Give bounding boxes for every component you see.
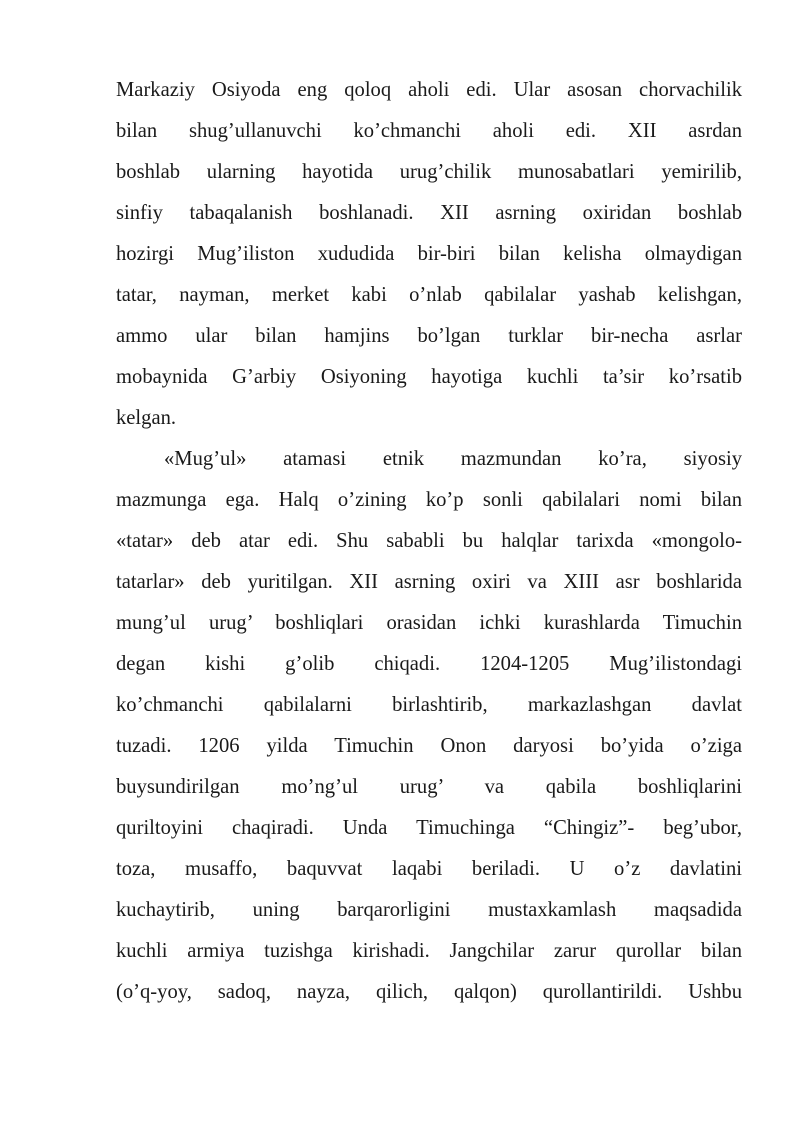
text-line: tatarlar» deb yuritilgan. XII asrning oxiri va XIII asr boshlarida: [116, 571, 742, 593]
text-line: Markaziy Osiyoda eng qoloq aholi edi. Ular asosan chorvachilik: [116, 79, 742, 101]
text-line: toza, musaffo, baquvvat laqabi beriladi. U o’z davlatini: [116, 858, 742, 880]
text-line: degan kishi g’olib chiqadi. 1204-1205 Mug’ilistondagi: [116, 653, 742, 675]
text-line: mung’ul urug’ boshliqlari orasidan ichki kurashlarda Timuchin: [116, 612, 742, 634]
text-line: (o’q-yoy, sadoq, nayza, qilich, qalqon) qurollantirildi. Ushbu: [116, 981, 742, 1003]
text-line: kelgan.: [116, 407, 177, 429]
text-line: «tatar» deb atar edi. Shu sababli bu halqlar tarixda «mongolo-: [116, 530, 742, 552]
text-line: mazmunga ega. Halq o’zining ko’p sonli qabilalari nomi bilan: [116, 489, 742, 511]
body-text: [116, 70, 742, 1013]
text-line: kuchaytirib, uning barqarorligini mustaxkamlash maqsadida: [116, 899, 742, 921]
text-line: bilan shug’ullanuvchi ko’chmanchi aholi edi. XII asrdan: [116, 120, 742, 142]
text-line: quriltoyini chaqiradi. Unda Timuchinga “Chingiz”- beg’ubor,: [116, 817, 742, 839]
text-line: boshlab ularning hayotida urug’chilik munosabatlari yemirilib,: [116, 161, 742, 183]
text-line: tatar, nayman, merket kabi o’nlab qabilalar yashab kelishgan,: [116, 284, 742, 306]
text-line: sinfiy tabaqalanish boshlanadi. XII asrning oxiridan boshlab: [116, 202, 742, 224]
text-line: buysundirilgan mo’ng’ul urug’ va qabila boshliqlarini: [116, 776, 742, 798]
text-line: hozirgi Mug’iliston xududida bir-biri bilan kelisha olmaydigan: [116, 243, 742, 265]
text-line: kuchli armiya tuzishga kirishadi. Jangchilar zarur qurollar bilan: [116, 940, 742, 962]
text-line: mobaynida G’arbiy Osiyoning hayotiga kuchli ta’sir ko’rsatib: [116, 366, 742, 388]
text-line: «Mug’ul» atamasi etnik mazmundan ko’ra, siyosiy: [164, 448, 742, 470]
text-line: ammo ular bilan hamjins bo’lgan turklar bir-necha asrlar: [116, 325, 742, 347]
text-line: ko’chmanchi qabilalarni birlashtirib, markazlashgan davlat: [116, 694, 742, 716]
text-line: tuzadi. 1206 yilda Timuchin Onon daryosi bo’yida o’ziga: [116, 735, 742, 757]
